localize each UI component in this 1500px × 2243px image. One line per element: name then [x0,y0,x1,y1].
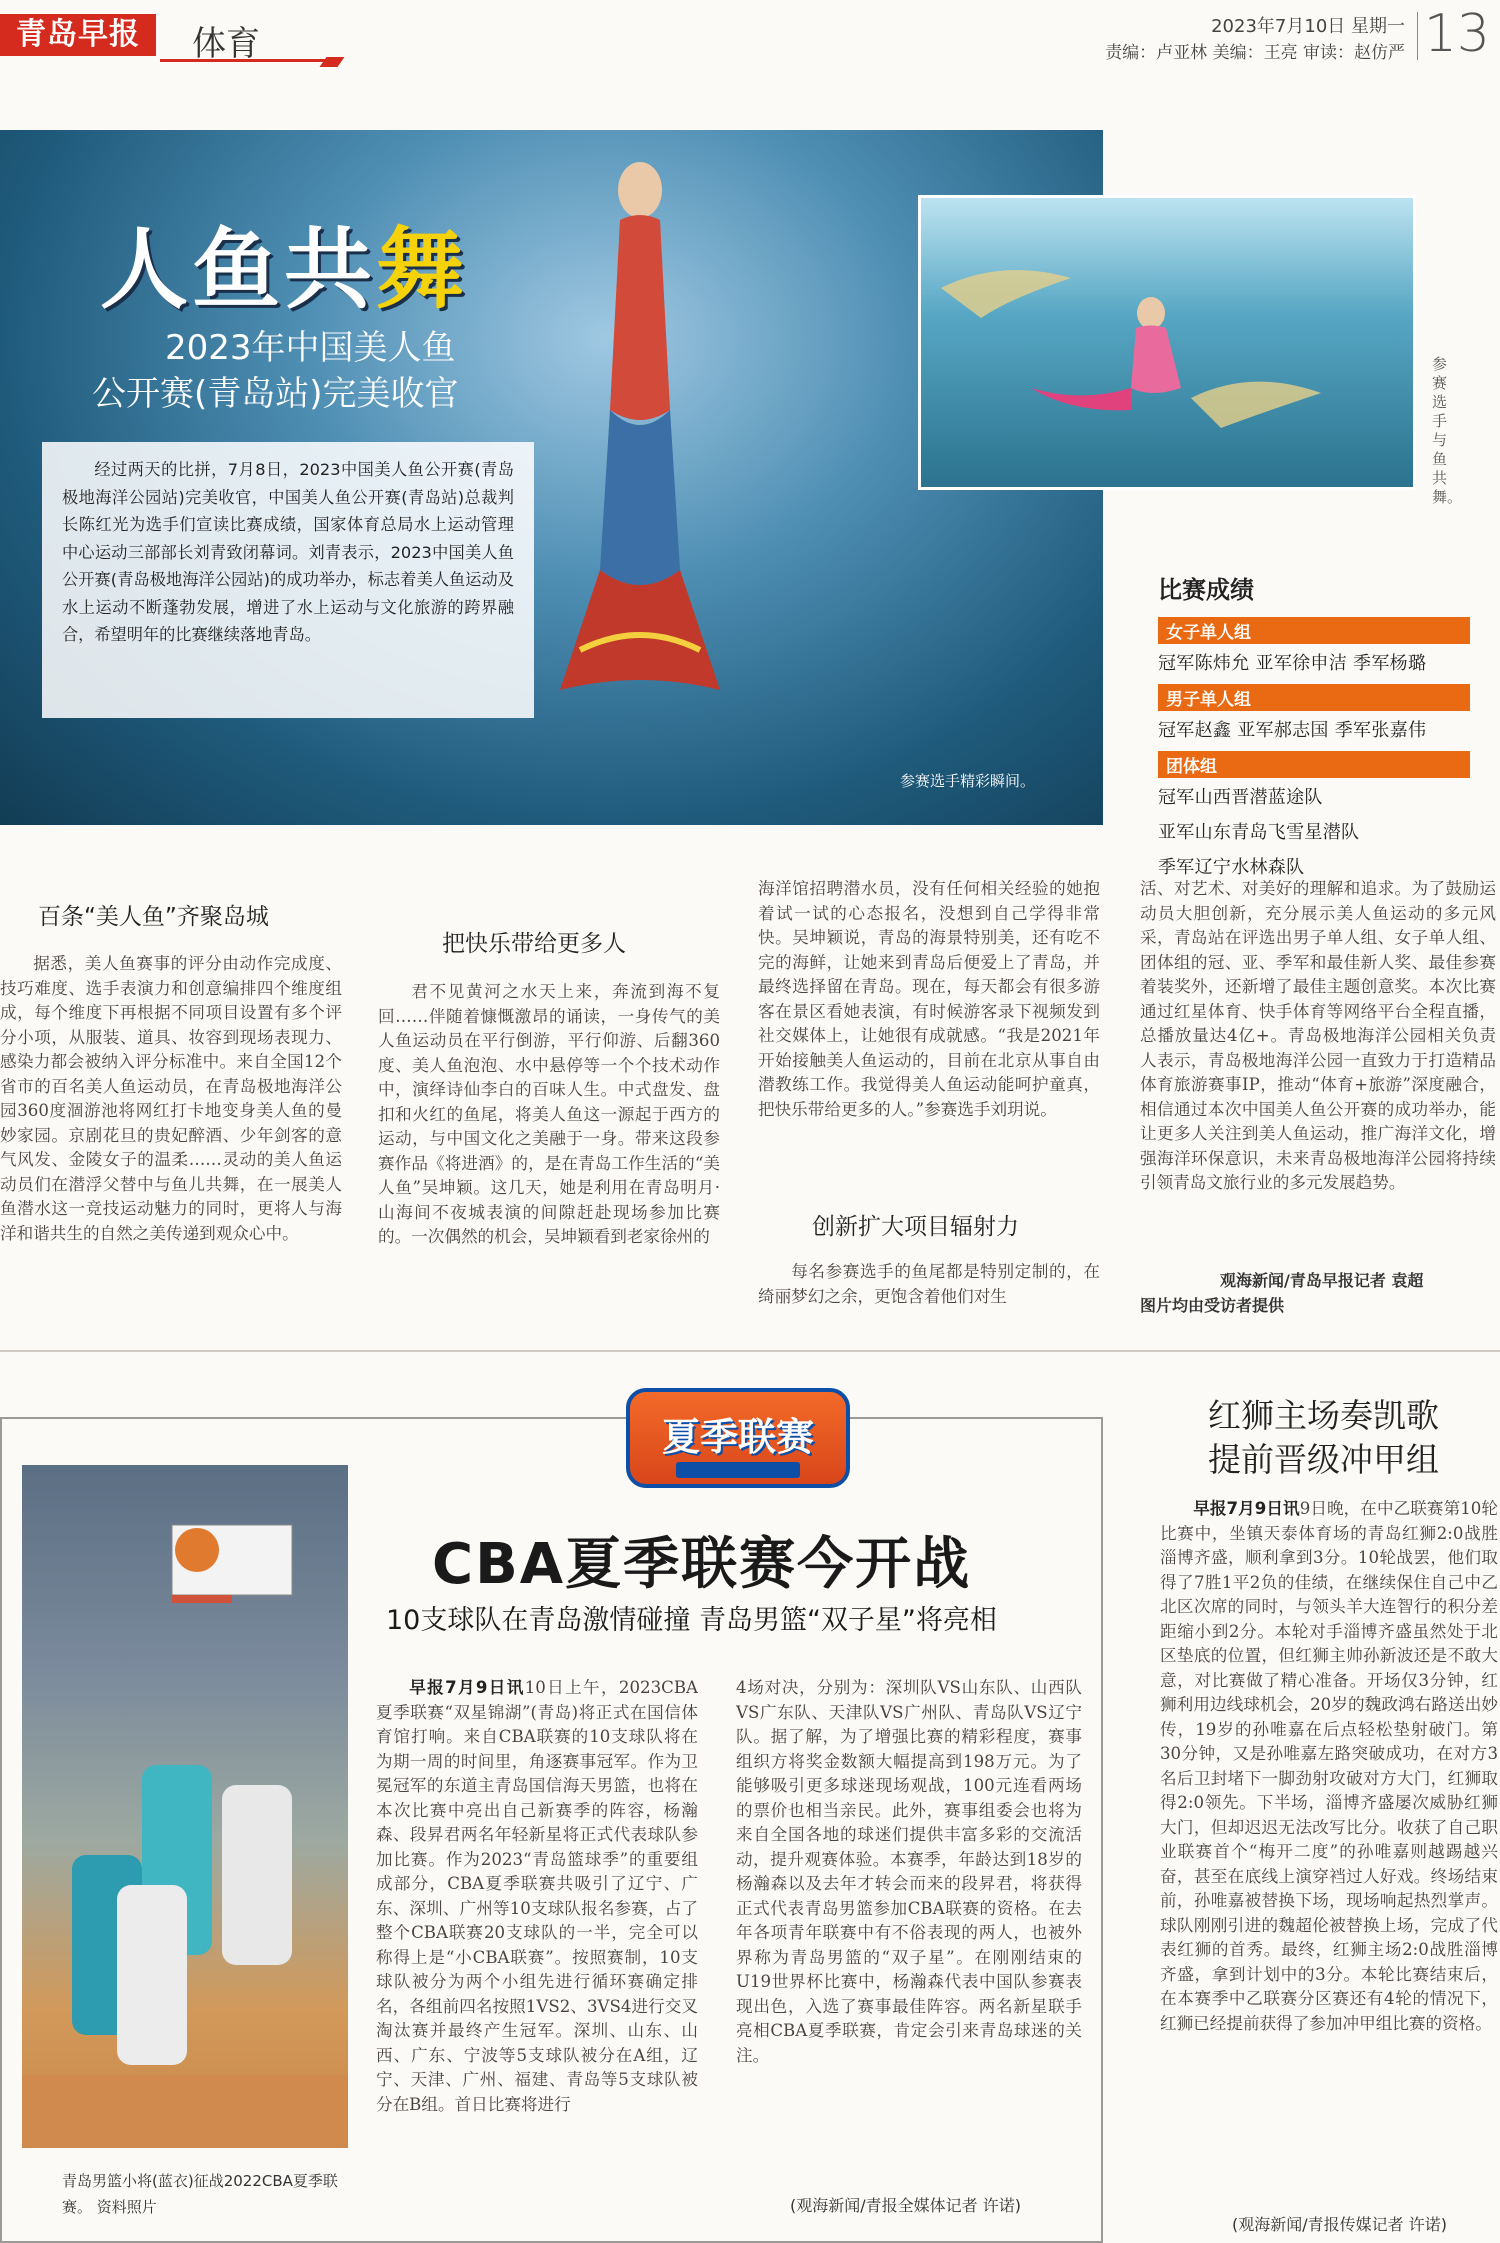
article-author: 观海新闻/青岛早报记者 袁超 [1220,1271,1424,1290]
side-author: (观海新闻/青报传媒记者 许诺) [1232,2215,1447,2234]
section-tab [160,10,335,62]
feature-subtitle-line1: 2023年中国美人鱼 [165,328,456,368]
cba-author: (观海新闻/青报全媒体记者 许诺) [790,2196,1021,2215]
cba-column-2 [736,1676,1082,2176]
feature-subtitle-line2: 公开赛(青岛站)完美收官 [92,374,459,414]
article-column-3b [758,1260,1100,1309]
issue-date: 2023年7月10日 星期一 [1211,16,1405,37]
results-group-label: 团体组 [1158,751,1470,778]
article-column-4 [1140,877,1496,1265]
hero-photo-caption: 参赛选手精彩瞬间。 [900,772,1036,790]
results-line: 冠军山西晋潜蓝途队 [1158,787,1323,808]
dateline: 早报7月9日讯 [1193,1499,1300,1518]
masthead-divider [1417,12,1418,60]
results-title: 比赛成绩 [1158,576,1254,604]
cba-headline: CBA夏季联赛今开战 [432,1532,972,1597]
side-headline-line1: 红狮主场奏凯歌 [1208,1396,1439,1435]
section-name: 体育 [192,24,260,64]
article-column-1 [0,952,342,1246]
newspaper-logo: 青岛早报 [0,14,156,56]
badge-text: 夏季联赛 [661,1415,814,1459]
article-paragraph [1160,1497,1498,2036]
article-paragraph: 海洋馆招聘潜水员，没有任何相关经验的她抱着试一试的心态报名，没想到自己学得非常快。吴坤颖说，青岛的海景特别美，还有吃不完的海鲜，让她来到青岛后便爱上了青岛，并最终选择留在青岛。现在，每天都会有很多游客在景区看她表演，有时候游客录下视频发到社交媒体上，让她很有成就感。“我是2021年开始接触美人鱼运动的，目前在北京从事自由潜教练工作。我觉得美人鱼运动能呵护童真，把快乐带给更多的人。”参赛选手刘玥说。 [758,879,1100,1119]
mermaid-with-rays-illustration [921,198,1416,490]
results-group-label: 女子单人组 [1158,617,1470,644]
secondary-photo-caption: 参赛选手与鱼共舞。 [1432,355,1463,506]
cba-subheadline: 10支球队在青岛激情碰撞 青岛男篮“双子星”将亮相 [386,1605,997,1636]
headline-accent: 舞 [376,218,469,321]
photo-credit: 图片均由受访者提供 [1140,1296,1285,1315]
badge-ribbon [676,1462,800,1478]
article-subhead-2: 把快乐带给更多人 [442,931,626,957]
article-column-2 [378,980,720,1250]
basketball-game-illustration [22,1465,348,2148]
mermaid-illustration [560,150,720,710]
side-article-column [1160,1497,1498,2207]
page-number: 13 [1423,4,1490,64]
article-paragraph: 每名参赛选手的鱼尾都是特别定制的，在绮丽梦幻之余，更饱含着他们对生 [758,1262,1100,1306]
results-line: 亚军山东青岛飞雪星潜队 [1158,822,1360,843]
results-line: 季军辽宁水林森队 [1158,857,1305,878]
article-text: 9日晚，在中乙联赛第10轮比赛中，坐镇天泰体育场的青岛红狮2:0战胜淄博齐盛，顺利拿到3分。10轮战罢，他们取得了7胜1平2负的佳绩，在继续保住自己中乙北区次席的同时，与领头羊大连智行的积分差距缩小到2分。本轮对手淄博齐盛虽然处于北区垫底的位置，但红狮主帅孙新波还是不敢大意，对比赛做了精心准备。开场仅3分钟，红狮利用边线球机会，20岁的魏政鸿右路送出妙传，19岁的孙唯嘉在后点轻松垫射破门。第30分钟，又是孙唯嘉左路突破成功，在对方3名后卫封堵下一脚劲射攻破对方大门，红狮取得2:0领先。下半场，淄博齐盛屡次威胁红狮大门，但却迟迟无法改写比分。收获了自己职业联赛首个“梅开二度”的孙唯嘉则越踢越兴奋，甚至在底线上演穿裆过人好戏。终场结束前，孙唯嘉被替换下场，现场响起热烈掌声。球队刚刚引进的魏超伦被替换上场，完成了代表红狮的首秀。最终，红狮主场2:0战胜淄博齐盛，拿到计划中的3分。本轮比赛结束后，在本赛季中乙联赛分区赛还有4轮的情况下，红狮已经提前获得了参加冲甲组比赛的资格。 [1160,1499,1498,2033]
article-subhead-3: 创新扩大项目辐射力 [812,1214,1019,1240]
results-box [1158,570,1470,888]
basketball-photo-caption: 青岛男篮小将(蓝衣)征战2022CBA夏季联赛。 资料照片 [62,2172,338,2216]
article-paragraph: 君不见黄河之水天上来，奔流到海不复回……伴随着慷慨激昂的诵读，一身传气的美人鱼运动员在平行倒游，平行仰游、后翻360度、美人鱼泡泡、水中悬停等一个个技术动作中，演绎诗仙李白的百味人生。中式盘发、盘扣和火红的鱼尾，将美人鱼这一源起于西方的运动，与中国文化之美融于一身。带来这段参赛作品《将进酒》的，是在青岛工作生活的“美人鱼”吴坤颖。这几天，她是利用在青岛明月·山海间不夜城表演的间隙赶赴现场参加比赛的。一次偶然的机会，吴坤颖看到老家徐州的 [378,982,720,1246]
masthead [0,0,1500,80]
article-paragraph: 活、对艺术、对美好的理解和追求。为了鼓励运动员大胆创新，充分展示美人鱼运动的多元风采，青岛站在评选出男子单人组、女子单人组、团体组的冠、亚、季军和最佳新人奖、最佳参赛着装奖外，还新增了最佳主题创意奖。本次比赛通过红星体育、快手体育等网络平台全程直播，总播放量达4亿+。青岛极地海洋公园相关负责人表示，青岛极地海洋公园一直致力于打造精品体育旅游赛事IP，推动“体育+旅游”深度融合，相信通过本次中国美人鱼公开赛的成功举办，能让更多人关注到美人鱼运动，推广海洋文化，增强海洋环保意识，未来青岛极地海洋公园将持续引领青岛文旅行业的多元发展趋势。 [1140,879,1496,1192]
cba-column-1 [376,1676,698,2191]
results-line: 冠军赵鑫 亚军郝志国 季军张嘉伟 [1158,720,1427,741]
dateline: 早报7月9日讯 [409,1678,525,1697]
article-text: 10日上午，2023CBA夏季联赛“双星锦湖”(青岛)将正式在国信体育馆打响。来自CBA联赛的10支球队将在为期一周的时间里，角逐赛事冠军。作为卫冕冠军的东道主青岛国信海天男篮，也将在本次比赛中亮出自己新赛季的阵容，杨瀚森、段昇君两名年轻新星将正式代表球队参加比赛。作为2023“青岛篮球季”的重要组成部分，CBA夏季联赛共吸引了辽宁、广东、深圳、广州等10支球队报名参赛，占了整个CBA联赛20支球队的一半，完全可以称得上是“小CBA联赛”。按照赛制，10支球队被分为两个小组先进行循环赛确定排名，各组前四名按照1VS2、3VS4进行交叉淘汰赛并最终产生冠军。深圳、山东、山西、广东、宁波等5支球队被分在A组，辽宁、天津、广州、福建、青岛等5支球队被分在B组。首日比赛将进行 [376,1678,698,2114]
editor-credits: 责编：卢亚林 美编：王亮 审读：赵仿严 [1105,43,1405,63]
basketball-photo [22,1465,348,2148]
secondary-photo [918,195,1416,490]
results-line: 冠军陈炜允 亚军徐申洁 季军杨璐 [1158,653,1427,674]
article-subhead-1: 百条“美人鱼”齐聚岛城 [38,904,269,930]
headline-main: 人鱼共 [100,218,377,321]
article-paragraph: 据悉，美人鱼赛事的评分由动作完成度、技巧难度、选手表演力和创意编排四个维度组成，每个维度下再根据不同项目设置有多个评分小项，从服装、道具、妆容到现场表现力、感染力都会被纳入评分标准中。来自全国12个省市的百名美人鱼运动员，在青岛极地海洋公园360度涸游池将网红打卡地变身美人鱼的曼妙家园。京剧花旦的贵妃醉酒、少年剑客的意气风发、金陵女子的温柔……灵动的美人鱼运动员们在潜浮父替中与鱼儿共舞，在一展美人鱼潜水这一竞技运动魅力的同时，更将人与海洋和谐共生的自然之美传递到观众心中。 [0,954,342,1243]
feature-intro-box: 经过两天的比拼，7月8日，2023中国美人鱼公开赛(青岛极地海洋公园站)完美收官，中国美人鱼公开赛(青岛站)总裁判长陈红光为选手们宣读比赛成绩，国家体育总局水上运动管理中心运动三部部长刘青致闭幕词。刘青表示，2023中国美人鱼公开赛(青岛极地海洋公园站)的成功举办，标志着美人鱼运动及水上运动不断蓬勃发展，增进了水上运动与文化旅游的跨界融合，希望明年的比赛继续落地青岛。 [42,442,534,718]
section-stripe [319,57,344,67]
summer-league-badge [626,1388,850,1488]
article-column-3 [758,877,1100,1197]
side-headline-line2: 提前晋级冲甲组 [1208,1440,1439,1479]
results-group-label: 男子单人组 [1158,684,1470,711]
feature-headline [100,200,468,326]
article-paragraph [376,1676,698,2117]
section-divider [0,1350,1500,1352]
article-paragraph: 4场对决，分别为：深圳队VS山东队、山西队VS广东队、天津队VS广州队、青岛队VS辽宁队。据了解，为了增强比赛的精彩程度，赛事组织方将奖金数额大幅提高到198万元。为了能够吸引更多球迷现场观战，100元连看两场的票价也相当亲民。此外，赛事组委会也将为来自全国各地的球迷们提供丰富多彩的交流活动，提升观赛体验。本赛季，年龄达到18岁的杨瀚森以及去年才转会而来的段昇君，将获得正式代表青岛男篮参加CBA联赛的资格。在去年各项青年联赛中有不俗表现的两人，也被外界称为青岛男篮的“双子星”。在刚刚结束的U19世界杯比赛中，杨瀚森代表中国队参赛表现出色，入选了赛事最佳阵容。两名新星联手亮相CBA夏季联赛，肯定会引来青岛球迷的关注。 [736,1678,1082,2065]
